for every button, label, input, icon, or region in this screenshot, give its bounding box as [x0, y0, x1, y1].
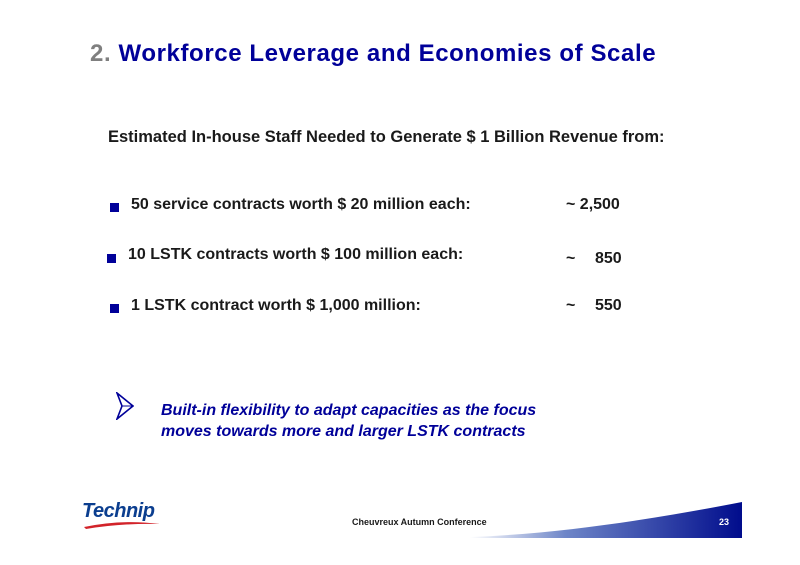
square-bullet-icon — [107, 254, 116, 263]
arrowhead-bullet-icon — [116, 392, 134, 420]
bullet-tilde: ~ — [566, 250, 576, 267]
key-message-line: Built-in flexibility to adapt capacities as the focus — [161, 402, 537, 419]
bullet-value: 850 — [595, 250, 622, 267]
square-bullet-icon — [110, 203, 119, 212]
footer-conference: Cheuvreux Autumn Conference — [352, 517, 487, 527]
bullet-row — [0, 297, 800, 321]
technip-logo — [82, 500, 162, 530]
slide-subtitle: Estimated In-house Staff Needed to Generate $ 1 Billion Revenue from: — [108, 128, 665, 146]
technip-logo-text: Technip — [82, 500, 155, 522]
slide-title — [90, 40, 656, 68]
slide-title-text: Workforce Leverage and Economies of Scale — [118, 40, 657, 67]
bullet-text: 50 service contracts worth $ 20 million each: — [131, 196, 471, 213]
bullet-value: 550 — [595, 297, 622, 314]
key-message — [161, 400, 536, 442]
bullet-row — [0, 196, 800, 220]
bullet-text: 1 LSTK contract worth $ 1,000 million: — [131, 297, 421, 314]
bullet-text: 10 LSTK contracts worth $ 100 million each: — [128, 246, 464, 263]
logo-swoosh-icon — [82, 520, 162, 530]
bullet-tilde: ~ — [566, 297, 576, 314]
key-message-line: moves towards more and larger LSTK contracts — [161, 423, 526, 440]
footer-wedge-shape — [470, 500, 742, 538]
slide-title-number: 2. — [90, 40, 112, 67]
bullet-row — [0, 246, 800, 270]
bullet-value: ~ 2,500 — [566, 196, 620, 213]
square-bullet-icon — [110, 304, 119, 313]
page-number: 23 — [719, 517, 730, 527]
